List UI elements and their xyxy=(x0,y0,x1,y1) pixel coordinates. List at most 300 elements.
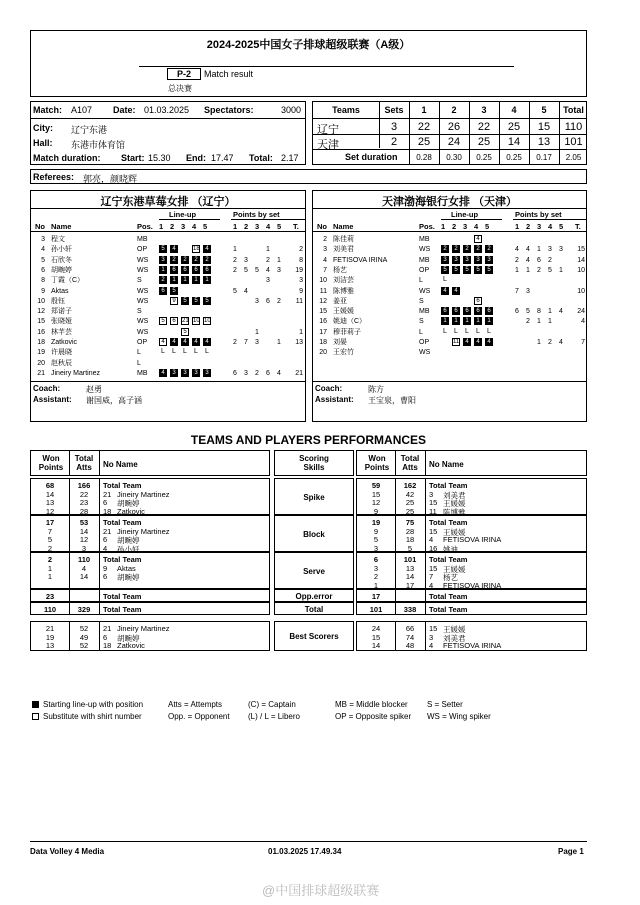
player-name: 石欣冬 xyxy=(51,256,72,264)
player-no: 18 xyxy=(103,507,112,517)
total-team-label: Total Team xyxy=(103,605,142,614)
won-points: 3 xyxy=(373,544,379,554)
player-no: 6 xyxy=(103,632,108,642)
total-atts: 14 xyxy=(79,572,89,582)
player-no: 3 xyxy=(429,632,434,642)
team-a-perf-header xyxy=(30,450,270,476)
player-set-points: 2 xyxy=(537,266,541,274)
player-no: 4 xyxy=(429,581,434,591)
player-row xyxy=(313,307,586,317)
player-pos: S xyxy=(137,277,142,285)
player-pos: WS xyxy=(137,256,149,264)
won-points: 59 xyxy=(371,481,381,490)
player-set-points: 2 xyxy=(233,266,237,274)
libero-mark: L xyxy=(172,348,176,356)
player-name: 杨艺 xyxy=(443,573,458,583)
total-atts: 48 xyxy=(405,641,415,651)
player-set-points: 1 xyxy=(526,266,530,274)
col-no-header: No xyxy=(317,222,327,231)
starter-box: 3 xyxy=(203,369,211,377)
legend-captain: (C) = Captain xyxy=(248,700,296,709)
player-pos: WS xyxy=(137,287,149,295)
starter-box: 4 xyxy=(170,338,178,346)
substitute-box: 5 xyxy=(181,328,189,336)
player-pos: OP xyxy=(137,339,148,346)
assistant-label: Assistant: xyxy=(33,395,72,405)
points-header-rule xyxy=(513,219,586,220)
score-cell: 110 xyxy=(564,121,583,133)
lineup-header: Line-up xyxy=(169,210,197,219)
total-atts: 3 xyxy=(81,544,87,554)
referees-value: 郭亮，颜晓辉 xyxy=(83,174,138,184)
team-a-perf-block xyxy=(30,515,270,555)
player-pos: OP xyxy=(137,246,148,254)
total-atts: 25 xyxy=(405,507,415,517)
won-points: 17 xyxy=(371,592,381,601)
player-row xyxy=(31,235,305,245)
starter-box: 3 xyxy=(485,256,493,264)
end-value: 17.47 xyxy=(211,153,234,163)
legend xyxy=(30,700,587,726)
player-no: 10 xyxy=(37,297,45,305)
col-divider xyxy=(99,516,100,551)
total-atts: 53 xyxy=(79,518,89,527)
starter-box: 2 xyxy=(203,256,211,264)
set-duration-value: 0.25 xyxy=(476,153,492,162)
player-set-points: 7 xyxy=(244,339,248,346)
coach-name: 赵勇 xyxy=(86,385,102,395)
starter-box: 6 xyxy=(159,287,167,295)
player-no: 9 xyxy=(41,287,45,295)
score-cell: 14 xyxy=(507,136,521,148)
starter-box: 3 xyxy=(159,256,167,264)
player-pos: OP xyxy=(419,266,430,274)
player-no: 8 xyxy=(41,277,45,285)
total-atts: 74 xyxy=(405,632,415,642)
player-name: 胡畹婷 xyxy=(51,266,72,274)
city-label: City: xyxy=(33,123,53,133)
points-set-header: 3 xyxy=(537,222,542,231)
lineup-set-header: 2 xyxy=(452,222,457,231)
player-total-points: 1 xyxy=(299,328,303,336)
player-pos: WS xyxy=(137,318,149,326)
player-row xyxy=(31,266,305,276)
hdr-won: Won Points xyxy=(38,454,64,472)
won-points: 68 xyxy=(45,481,55,490)
won-points: 12 xyxy=(371,498,381,508)
total-atts: 23 xyxy=(79,498,89,508)
player-row xyxy=(31,256,305,266)
player-set-points: 1 xyxy=(537,339,541,346)
won-points: 19 xyxy=(371,518,381,527)
score-cell: 15 xyxy=(537,121,551,133)
total-team-label: Total Team xyxy=(103,592,142,601)
starter-box: 6 xyxy=(485,307,493,315)
player-row xyxy=(31,328,305,338)
hall-label: Hall: xyxy=(33,138,53,148)
starter-box: 6 xyxy=(170,266,178,274)
end-label: End: xyxy=(186,153,206,163)
points-header-rule xyxy=(231,219,305,220)
player-set-points: 2 xyxy=(548,256,552,264)
total-atts: 4 xyxy=(81,563,87,573)
total-atts: 42 xyxy=(405,489,415,499)
player-name: 刘洁芸 xyxy=(333,277,354,285)
won-points: 13 xyxy=(45,498,55,508)
skill-label: Spike xyxy=(303,492,325,502)
won-points: 6 xyxy=(373,555,379,564)
player-name: 孙小轩 xyxy=(51,246,72,254)
player-name: 王媛媛 xyxy=(333,308,354,316)
player-name: 姚迪（C） xyxy=(333,318,367,326)
player-set-points: 1 xyxy=(277,339,281,346)
score-cell: 101 xyxy=(564,136,583,148)
won-points: 5 xyxy=(47,535,53,545)
player-name: 刘美君 xyxy=(443,490,466,500)
player-name: FETISOVA IRINA xyxy=(443,581,502,591)
substitute-box: 4 xyxy=(474,235,482,243)
player-set-points: 1 xyxy=(277,256,281,264)
player-set-points: 2 xyxy=(255,369,259,377)
starter-box: 4 xyxy=(474,338,482,346)
player-name: FETISOVA IRINA xyxy=(333,256,388,264)
total-atts: 162 xyxy=(403,481,417,490)
player-pos: MB xyxy=(137,369,148,377)
player-name: 孙小轩 xyxy=(117,545,140,555)
starter-box: 3 xyxy=(192,369,200,377)
substitute-box: 5 xyxy=(159,317,167,325)
player-row xyxy=(31,287,305,297)
total-atts: 329 xyxy=(77,605,91,614)
substitute-box: 4 xyxy=(159,338,167,346)
player-set-points: 3 xyxy=(277,266,281,274)
player-set-points: 6 xyxy=(537,256,541,264)
won-points: 2 xyxy=(47,555,53,564)
lineup-header: Line-up xyxy=(451,210,479,219)
player-set-points: 4 xyxy=(526,256,530,264)
starter-box: 1 xyxy=(441,317,449,325)
player-name: 王媛媛 xyxy=(443,564,466,574)
starter-box: 1 xyxy=(452,317,460,325)
col-no-header: No xyxy=(35,222,45,231)
skill-cell xyxy=(274,478,354,515)
player-pos: MB xyxy=(419,236,430,243)
total-atts: 18 xyxy=(405,535,415,545)
player-name: 刘美君 xyxy=(333,246,354,254)
player-total-points: 4 xyxy=(581,318,585,326)
player-no: 15 xyxy=(37,318,45,326)
legend-starting: Starting line-up with position xyxy=(43,700,144,709)
won-points: 15 xyxy=(371,489,381,499)
player-no: 4 xyxy=(429,641,434,651)
player-pos: S xyxy=(419,297,424,305)
team-b-perf-block xyxy=(356,602,587,615)
starter-box: 4 xyxy=(181,338,189,346)
points-set-header: 4 xyxy=(548,222,553,231)
referees-box xyxy=(30,169,587,184)
starter-box: 1 xyxy=(159,266,167,274)
starter-box: 2 xyxy=(463,245,471,253)
coach-name: 陈方 xyxy=(368,385,384,395)
player-no: 5 xyxy=(41,256,45,264)
legend-op: OP = Opposite spiker xyxy=(335,712,412,721)
player-set-points: 2 xyxy=(526,318,530,326)
points-set-header: 5 xyxy=(277,222,282,231)
skill-cell xyxy=(274,621,354,651)
player-set-points: 1 xyxy=(548,318,552,326)
player-set-points: 3 xyxy=(244,256,248,264)
player-total-points: 9 xyxy=(299,287,303,295)
player-set-points: 1 xyxy=(266,246,270,254)
starter-box: 3 xyxy=(181,369,189,377)
player-no: 3 xyxy=(429,489,434,499)
player-row xyxy=(31,297,305,307)
player-set-points: 4 xyxy=(559,339,563,346)
header-rule xyxy=(31,231,305,232)
player-total-points: 2 xyxy=(299,246,303,254)
referees-label: Referees: xyxy=(33,172,75,182)
player-no: 15 xyxy=(429,498,438,508)
starter-box: 2 xyxy=(181,256,189,264)
player-name: Zatkovic xyxy=(117,507,145,517)
set-duration-label: Set duration xyxy=(345,152,398,162)
set-duration-value: 0.28 xyxy=(416,153,432,162)
player-total-points: 14 xyxy=(577,256,585,264)
points-set-header: 2 xyxy=(526,222,531,231)
player-row xyxy=(31,307,305,317)
player-row xyxy=(313,266,586,276)
starter-box: 3 xyxy=(441,256,449,264)
score-cell: 26 xyxy=(447,121,461,133)
total-team-label: Total Team xyxy=(429,555,468,564)
libero-mark: L xyxy=(443,327,447,335)
won-points: 3 xyxy=(373,563,379,573)
watermark: @中国排球超级联赛 xyxy=(262,883,380,898)
player-set-points: 1 xyxy=(537,318,541,326)
skill-cell xyxy=(274,552,354,589)
won-points: 1 xyxy=(373,581,379,591)
won-points: 21 xyxy=(45,624,55,633)
starter-box: 5 xyxy=(181,297,189,305)
footer-rule xyxy=(30,841,587,842)
libero-mark: L xyxy=(205,348,209,356)
lineup-set-header: 1 xyxy=(159,222,164,231)
score-cell: 2 xyxy=(390,136,398,148)
lineup-set-header: 3 xyxy=(463,222,468,231)
player-set-points: 6 xyxy=(266,297,270,305)
player-set-points: 1 xyxy=(537,246,541,254)
starting-square-icon xyxy=(32,701,39,708)
player-name: 刘晏 xyxy=(333,339,347,346)
starter-box: 2 xyxy=(159,276,167,284)
starter-box: 4 xyxy=(203,245,211,253)
spectators-value: 3000 xyxy=(281,105,302,115)
player-name: 王媛媛 xyxy=(443,499,466,509)
player-no: 21 xyxy=(37,369,45,377)
won-points: 23 xyxy=(45,592,55,601)
match-label: Match: xyxy=(33,105,62,115)
player-name: 丁霞（C） xyxy=(51,277,85,285)
player-pos: WS xyxy=(419,349,431,357)
total-atts: 75 xyxy=(405,518,415,527)
team-b-perf-block xyxy=(356,478,587,518)
starter-box: 6 xyxy=(452,307,460,315)
player-no: 21 xyxy=(103,526,112,536)
player-no: 16 xyxy=(429,544,438,554)
starter-box: 4 xyxy=(452,287,460,295)
col-divider xyxy=(99,553,100,588)
substitute-box: 18 xyxy=(193,246,200,253)
player-pos: WS xyxy=(137,266,149,274)
starter-box: 5 xyxy=(452,266,460,274)
player-no: 6 xyxy=(41,266,45,274)
player-set-points: 2 xyxy=(277,297,281,305)
player-set-points: 1 xyxy=(548,308,552,316)
total-team-label: Total Team xyxy=(429,481,468,490)
score-cell: 25 xyxy=(477,136,491,148)
team-b-perf-header xyxy=(356,450,587,476)
player-no: 21 xyxy=(103,489,112,499)
city-value: 辽宁东港 xyxy=(71,125,108,135)
player-no: 19 xyxy=(37,349,45,357)
player-set-points: 4 xyxy=(526,246,530,254)
score-cell: 25 xyxy=(417,136,431,148)
player-pos: S xyxy=(137,308,142,316)
assistant-label: Assistant: xyxy=(315,395,354,405)
player-name: 姚迪 xyxy=(443,545,458,555)
player-set-points: 4 xyxy=(559,308,563,316)
total-team-label: Total Team xyxy=(429,605,468,614)
starter-box: 6 xyxy=(181,266,189,274)
legend-substitute: Substitute with shirt number xyxy=(43,712,142,721)
total-team-label: Total Team xyxy=(429,592,468,601)
total-atts: 28 xyxy=(405,526,415,536)
player-pos: WS xyxy=(419,287,431,295)
player-pos: MB xyxy=(419,256,430,264)
player-name: 杨艺 xyxy=(333,266,347,274)
player-no: 12 xyxy=(37,308,45,316)
legend-setter: S = Setter xyxy=(427,700,463,709)
substitute-box: 6 xyxy=(170,317,178,325)
player-pos: WS xyxy=(419,246,431,254)
doc-code: P-2 xyxy=(167,68,201,80)
total-atts: 13 xyxy=(405,563,415,573)
starter-box: 5 xyxy=(170,287,178,295)
skill-cell xyxy=(274,589,354,602)
player-set-points: 4 xyxy=(515,246,519,254)
player-set-points: 6 xyxy=(515,308,519,316)
skill-cell xyxy=(274,515,354,552)
starter-box: 1 xyxy=(170,276,178,284)
player-name: Jineiry Martinez xyxy=(117,526,170,536)
team-a-name: 辽宁东港草莓女排 （辽宁） xyxy=(100,196,236,208)
team-a-perf-block xyxy=(30,478,270,515)
lineup-set-header: 1 xyxy=(441,222,446,231)
col-divider xyxy=(99,603,100,614)
starter-box: 3 xyxy=(474,256,482,264)
team-b-perf-block xyxy=(356,621,587,651)
won-points: 17 xyxy=(45,518,55,527)
won-points: 1 xyxy=(47,572,53,582)
player-pos: L xyxy=(419,328,423,336)
player-name: Jineiry Martinez xyxy=(51,369,101,377)
player-name: Zatkovic xyxy=(117,641,145,651)
score-cell: 25 xyxy=(507,121,521,133)
score-header: 2 xyxy=(451,105,457,115)
player-no: 7 xyxy=(429,572,434,582)
total-atts: 49 xyxy=(79,632,89,642)
header-rule xyxy=(313,231,586,232)
score-header: Teams xyxy=(332,105,360,115)
total-atts: 14 xyxy=(79,526,89,536)
team-b-perf-block xyxy=(356,515,587,555)
player-no: 6 xyxy=(103,572,108,582)
doc-type-cn: 总决赛 xyxy=(168,84,192,93)
title-underline xyxy=(139,66,514,67)
player-name: 林芊芸 xyxy=(51,328,72,336)
player-pos: MB xyxy=(137,236,148,243)
skill-label: Block xyxy=(303,529,325,539)
libero-mark: L xyxy=(183,348,187,356)
player-set-points: 8 xyxy=(537,308,541,316)
player-set-points: 1 xyxy=(233,246,237,254)
player-pos: WS xyxy=(137,328,149,336)
performances-title: TEAMS AND PLAYERS PERFORMANCES xyxy=(190,433,427,447)
won-points: 2 xyxy=(47,544,53,554)
substitute-square-icon xyxy=(32,713,39,720)
skill-cell xyxy=(274,602,354,615)
player-set-points: 6 xyxy=(233,369,237,377)
skills-header xyxy=(274,450,354,476)
player-row xyxy=(313,276,586,286)
player-set-points: 5 xyxy=(244,266,248,274)
col-divider xyxy=(99,590,100,601)
player-total-points: 7 xyxy=(581,339,585,346)
player-no: 4 xyxy=(41,246,45,254)
starter-box: 1 xyxy=(485,317,493,325)
col-pos-header: Pos. xyxy=(137,222,153,231)
col-divider xyxy=(425,516,426,551)
total-value: 2.17 xyxy=(281,153,299,163)
won-points: 9 xyxy=(373,526,379,536)
player-name: FETISOVA IRINA xyxy=(443,641,502,651)
col-divider xyxy=(425,479,426,514)
substitute-box: 21 xyxy=(182,318,189,325)
header-box xyxy=(30,30,587,97)
player-name: 殷钰 xyxy=(51,297,65,305)
player-set-points: 4 xyxy=(266,266,270,274)
score-cell: 22 xyxy=(417,121,431,133)
col-divider xyxy=(99,479,100,514)
player-set-points: 3 xyxy=(255,297,259,305)
starter-box: 2 xyxy=(452,245,460,253)
player-no: 6 xyxy=(103,498,108,508)
starter-box: 5 xyxy=(463,266,471,274)
points-set-header: 3 xyxy=(255,222,260,231)
player-set-points: 5 xyxy=(526,308,530,316)
team-a-box xyxy=(30,190,306,422)
player-no: 15 xyxy=(319,308,327,316)
player-no: 4 xyxy=(323,256,327,264)
libero-mark: L xyxy=(194,348,198,356)
total-atts: 12 xyxy=(79,535,89,545)
starter-box: 5 xyxy=(485,266,493,274)
substitute-box: 9 xyxy=(170,297,178,305)
hdr-divider xyxy=(99,451,100,475)
player-total-points: 10 xyxy=(577,287,585,295)
player-no: 9 xyxy=(103,563,108,573)
player-total-points: 24 xyxy=(577,308,585,316)
